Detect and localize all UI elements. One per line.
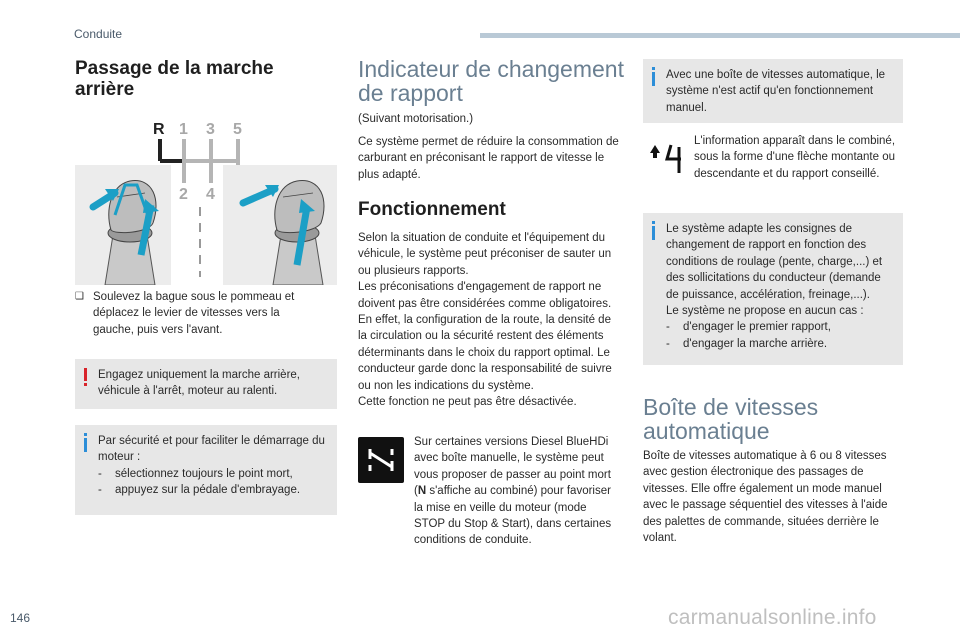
list-item: - d'engager le premier rapport, — [666, 319, 893, 335]
engine-note: (Suivant motorisation.) — [358, 113, 474, 125]
info-icon — [652, 221, 655, 224]
gear-indicator-title: Indicateur de changement de rapport — [358, 56, 624, 106]
shift-up-indicator-icon — [649, 143, 689, 175]
gearshift-diagram — [75, 115, 337, 285]
list-item: - appuyez sur la pédale d'embrayage. — [98, 482, 327, 498]
info-note-adaptation: Le système adapte les consignes de changement de rapport en fonction des conditions de roulage (pente, charge,...) et des sollicitations du conducteur (demande de puissance, accélération, freinage,...). Le système ne propose en aucun cas : - d'engager le premier rapport, - d'engager la marche arrière. — [643, 213, 903, 365]
gear-label-5: 5 — [233, 121, 242, 138]
reverse-gear-title: Passage de la marche arrière — [75, 58, 274, 100]
fonctionnement-text: Selon la situation de conduite et l'équipement du véhicule, le système peut préconiser de sauter un ou plusieurs rapports. Les préconisations d'engagement de rapport ne doivent pas être considérées comme obligatoires. En effet, la configuration de la route, la densité de la circulation ou la sécurité restent des éléments déterminants dans le choix du rapport optimal. Le conducteur garde donc la responsabilité de suivre ou non les indications du système. Cette fonction ne peut pas être désactivée. — [358, 232, 612, 409]
page-number: 146 — [10, 611, 31, 625]
list-item: - sélectionnez toujours le point mort, — [98, 466, 327, 482]
automatic-gearbox-title: Boîte de vitesses automatique — [643, 394, 819, 444]
automatic-gearbox-text: Boîte de vitesses automatique à 6 ou 8 vitesses avec gestion électronique des passages de vitesses. Elle offre également un mode manuel avec le passage séquentiel des vitesses à l'aide des palettes de commande, situées derrière le volant. — [643, 450, 888, 545]
neutral-indicator-icon — [358, 437, 404, 483]
gear-label-4: 4 — [206, 186, 215, 203]
gear-label-3: 3 — [206, 121, 215, 138]
diesel-neutral-text: Sur certaines versions Diesel BlueHDi avec boîte manuelle, le système peut vous proposer de passer au point mort (N s'affiche au combiné) pour favoriser la mise en veille du moteur (mode STOP du Stop & Start), dans certaines conditions de conduite. — [414, 436, 612, 547]
list-item: - d'engager la marche arrière. — [666, 336, 893, 352]
gear-label-r: R — [153, 121, 165, 138]
info-note-automatic: Avec une boîte de vitesses automatique, le système n'est actif qu'en fonctionnement manuel. — [643, 59, 903, 123]
warning-note: Engagez uniquement la marche arrière, véhicule à l'arrêt, moteur au ralenti. — [75, 359, 337, 409]
watermark: carmanualsonline.info — [668, 606, 877, 629]
gear-label-1: 1 — [179, 121, 188, 138]
section-header: Conduite — [74, 27, 123, 41]
info-note-safety: Par sécurité et pour faciliter le démarrage du moteur : - sélectionnez toujours le point mort, - appuyez sur la pédale d'embrayage. — [75, 425, 337, 515]
system-limits-list — [666, 319, 893, 352]
gear-knob-right-illustration — [223, 165, 337, 285]
safety-steps-list — [98, 466, 327, 499]
fonctionnement-heading: Fonctionnement — [358, 199, 506, 220]
header-bar — [480, 33, 960, 38]
shift-indicator-text: L'information apparaît dans le combiné, sous la forme d'une flèche montante ou descendante et du rapport conseillé. — [694, 135, 896, 180]
warning-icon — [84, 368, 87, 381]
gear-knob-left-illustration — [75, 165, 171, 285]
info-icon — [652, 67, 655, 70]
system-description: Ce système permet de réduire la consommation de carburant en préconisant le rapport de vitesse le plus adapté. — [358, 136, 619, 181]
info-icon — [84, 433, 87, 436]
checkbox-bullet-icon: ❑ — [75, 291, 84, 302]
reverse-gear-instruction: ❑ Soulevez la bague sous le pommeau et déplacez le levier de vitesses vers la gauche, puis vers l'avant. — [75, 291, 295, 336]
gear-label-2: 2 — [179, 186, 188, 203]
